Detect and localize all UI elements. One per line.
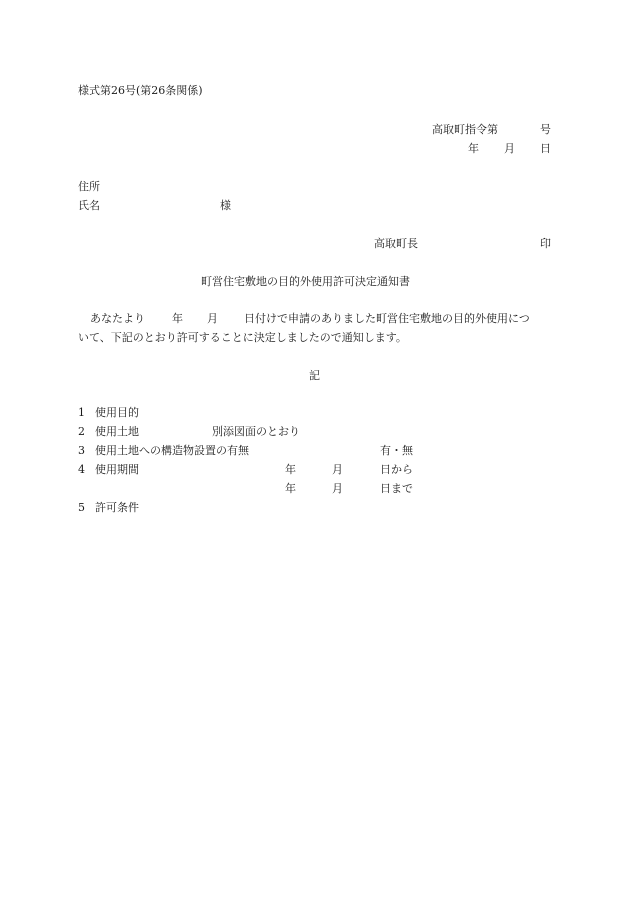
date-day: 日: [540, 142, 551, 155]
body-line2: いて、下記のとおり許可することに決定しましたので通知します。: [78, 331, 407, 344]
date-month: 月: [504, 142, 515, 155]
body-line1-prefix: あなたより: [90, 312, 145, 325]
form-number: 様式第26号(第26条関係): [78, 84, 203, 97]
seal-mark: 印: [540, 237, 551, 250]
period-to-suffix: 日まで: [380, 482, 413, 495]
item-label: 許可条件: [95, 501, 139, 514]
sender-title: 高取町長: [374, 237, 418, 250]
item-number: 2: [78, 425, 85, 438]
period-from-month: 月: [332, 463, 343, 476]
period-from-year: 年: [285, 463, 296, 476]
period-to-year: 年: [285, 482, 296, 495]
body-line1-year: 年: [172, 312, 183, 325]
item-label: 使用期間: [95, 463, 139, 476]
item-value: 別添図面のとおり: [212, 425, 300, 438]
ki-heading: 記: [309, 369, 320, 382]
directive-number-prefix: 高取町指令第: [432, 123, 498, 136]
period-from-suffix: 日から: [380, 463, 413, 476]
item-number: 5: [78, 501, 85, 514]
body-line1-month: 月: [207, 312, 218, 325]
period-to-month: 月: [332, 482, 343, 495]
item-number: 4: [78, 463, 85, 476]
item-number: 3: [78, 444, 85, 457]
date-year: 年: [468, 142, 479, 155]
item-label: 使用土地への構造物設置の有無: [95, 444, 249, 457]
body-line1-rest: 日付けで申請のありました町営住宅敷地の目的外使用につ: [244, 312, 530, 325]
address-label: 住所: [78, 180, 100, 193]
item-label: 使用土地: [95, 425, 139, 438]
item-label: 使用目的: [95, 406, 139, 419]
item-number: 1: [78, 406, 85, 419]
item-value: 有・無: [380, 444, 413, 457]
document-title: 町営住宅敷地の目的外使用許可決定通知書: [201, 275, 410, 288]
name-label: 氏名: [78, 199, 100, 212]
honorific: 様: [220, 199, 231, 212]
directive-number-suffix: 号: [540, 123, 551, 136]
